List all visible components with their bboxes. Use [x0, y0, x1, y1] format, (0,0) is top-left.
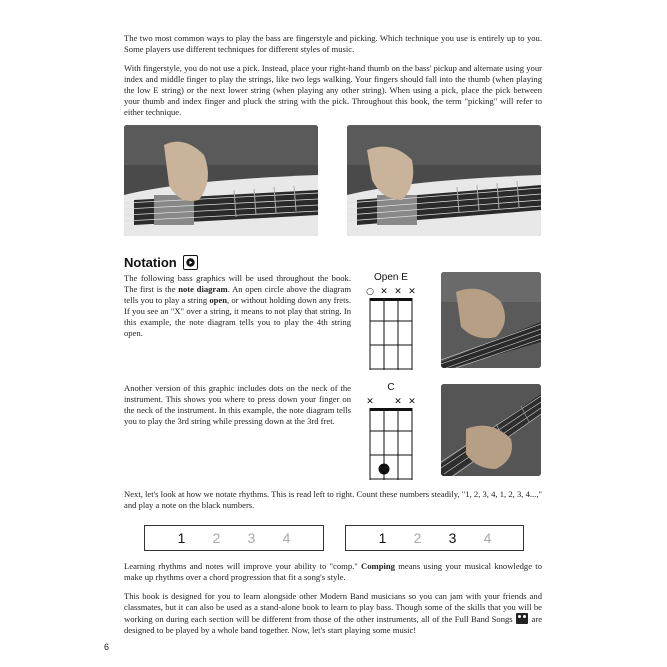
string-marker: ✕ — [394, 397, 402, 407]
diagram-title: Open E — [374, 272, 408, 283]
dots-paragraph: Another version of this graphic includes dots on the neck of the instrument. This shows you where to press down your finger on the neck of the instrument. In this example, the note diagram tells you to play the 3rd string while pressing down at the 3rd fret. — [124, 383, 351, 426]
string-marker: ✕ — [408, 287, 416, 297]
fretting-photo — [441, 384, 541, 476]
rhythm-paragraph: Next, let's look at how we notate rhythms. This is read left to right. Count these numbers steadily, "1, 2, 3, 4, 1, 2, 3, 4...," and play a note on the black numbers. — [124, 489, 542, 510]
full-band-song-icon — [516, 613, 528, 624]
modern-band-paragraph: This book is designed for you to learn alongside other Modern Band musicians so you can jam with your friends and classmates, but it can also be used as a stand-alone book to learn to play bass. Though some of the skills that you will be working on during each section will be different from those of the other instruments, all of the Full Band Songs are designed to be played by a whole band together. Now, let's start playing some music! — [124, 591, 543, 635]
notation-heading — [124, 255, 198, 270]
picking-photo — [347, 125, 541, 236]
beat-number: 3 — [448, 530, 457, 546]
string-marker: ✕ — [366, 397, 374, 407]
fingerstyle-paragraph: With fingerstyle, you do not use a pick. Instead, place your right-hand thumb on the bass' pickup and alternate using your index and middle finger to play the strings, like two legs walking. Your fingers should fall into the thumb (when playing the low E string) or the next lower string (when playing any other string). When using a pick, place the pick between your thumb and index finger and pluck the string with the pick. Throughout this book, the term "picking" will refer to either technique. — [124, 63, 542, 117]
beat-number: 1 — [177, 530, 186, 546]
comping-paragraph: Learning rhythms and notes will improve your ability to "comp." Comping means using your musical knowledge to make up rhythms over a chord progression that fit a song's style. — [124, 561, 542, 582]
fingerstyle-photo — [124, 125, 318, 236]
beat-number: 4 — [483, 530, 492, 546]
note-diagram-open-e — [363, 272, 419, 372]
string-marker: ○ — [366, 287, 374, 297]
beat-number: 4 — [282, 530, 291, 546]
diagram-title: C — [387, 382, 395, 393]
intro-paragraph: The two most common ways to play the bass are fingerstyle and picking. Which technique you use is entirely up to you. Some players use different techniques for different styles of music. — [124, 33, 542, 54]
beat-number: 3 — [247, 530, 256, 546]
play-icon[interactable] — [183, 255, 198, 270]
fret-dot — [379, 464, 390, 475]
notation-title: Notation — [124, 255, 177, 270]
rhythm-box-2 — [345, 525, 524, 551]
beat-number: 2 — [212, 530, 221, 546]
beat-number: 2 — [413, 530, 422, 546]
string-marker: ✕ — [380, 287, 388, 297]
open-e-photo — [441, 272, 541, 368]
note-diagram-paragraph: The following bass graphics will be used throughout the book. The first is the note diagram. An open circle above the diagram tells you to play a string open, or without holding down any frets. If you see an "X" over a string, it means to not play that string. In this example, the note diagram tells you to play the 4th string open. — [124, 273, 352, 338]
string-marker: ✕ — [408, 397, 416, 407]
note-diagram-c — [363, 382, 419, 482]
page-number: 6 — [104, 642, 110, 652]
rhythm-box-1 — [144, 525, 324, 551]
string-marker: ✕ — [394, 287, 402, 297]
beat-number: 1 — [378, 530, 387, 546]
